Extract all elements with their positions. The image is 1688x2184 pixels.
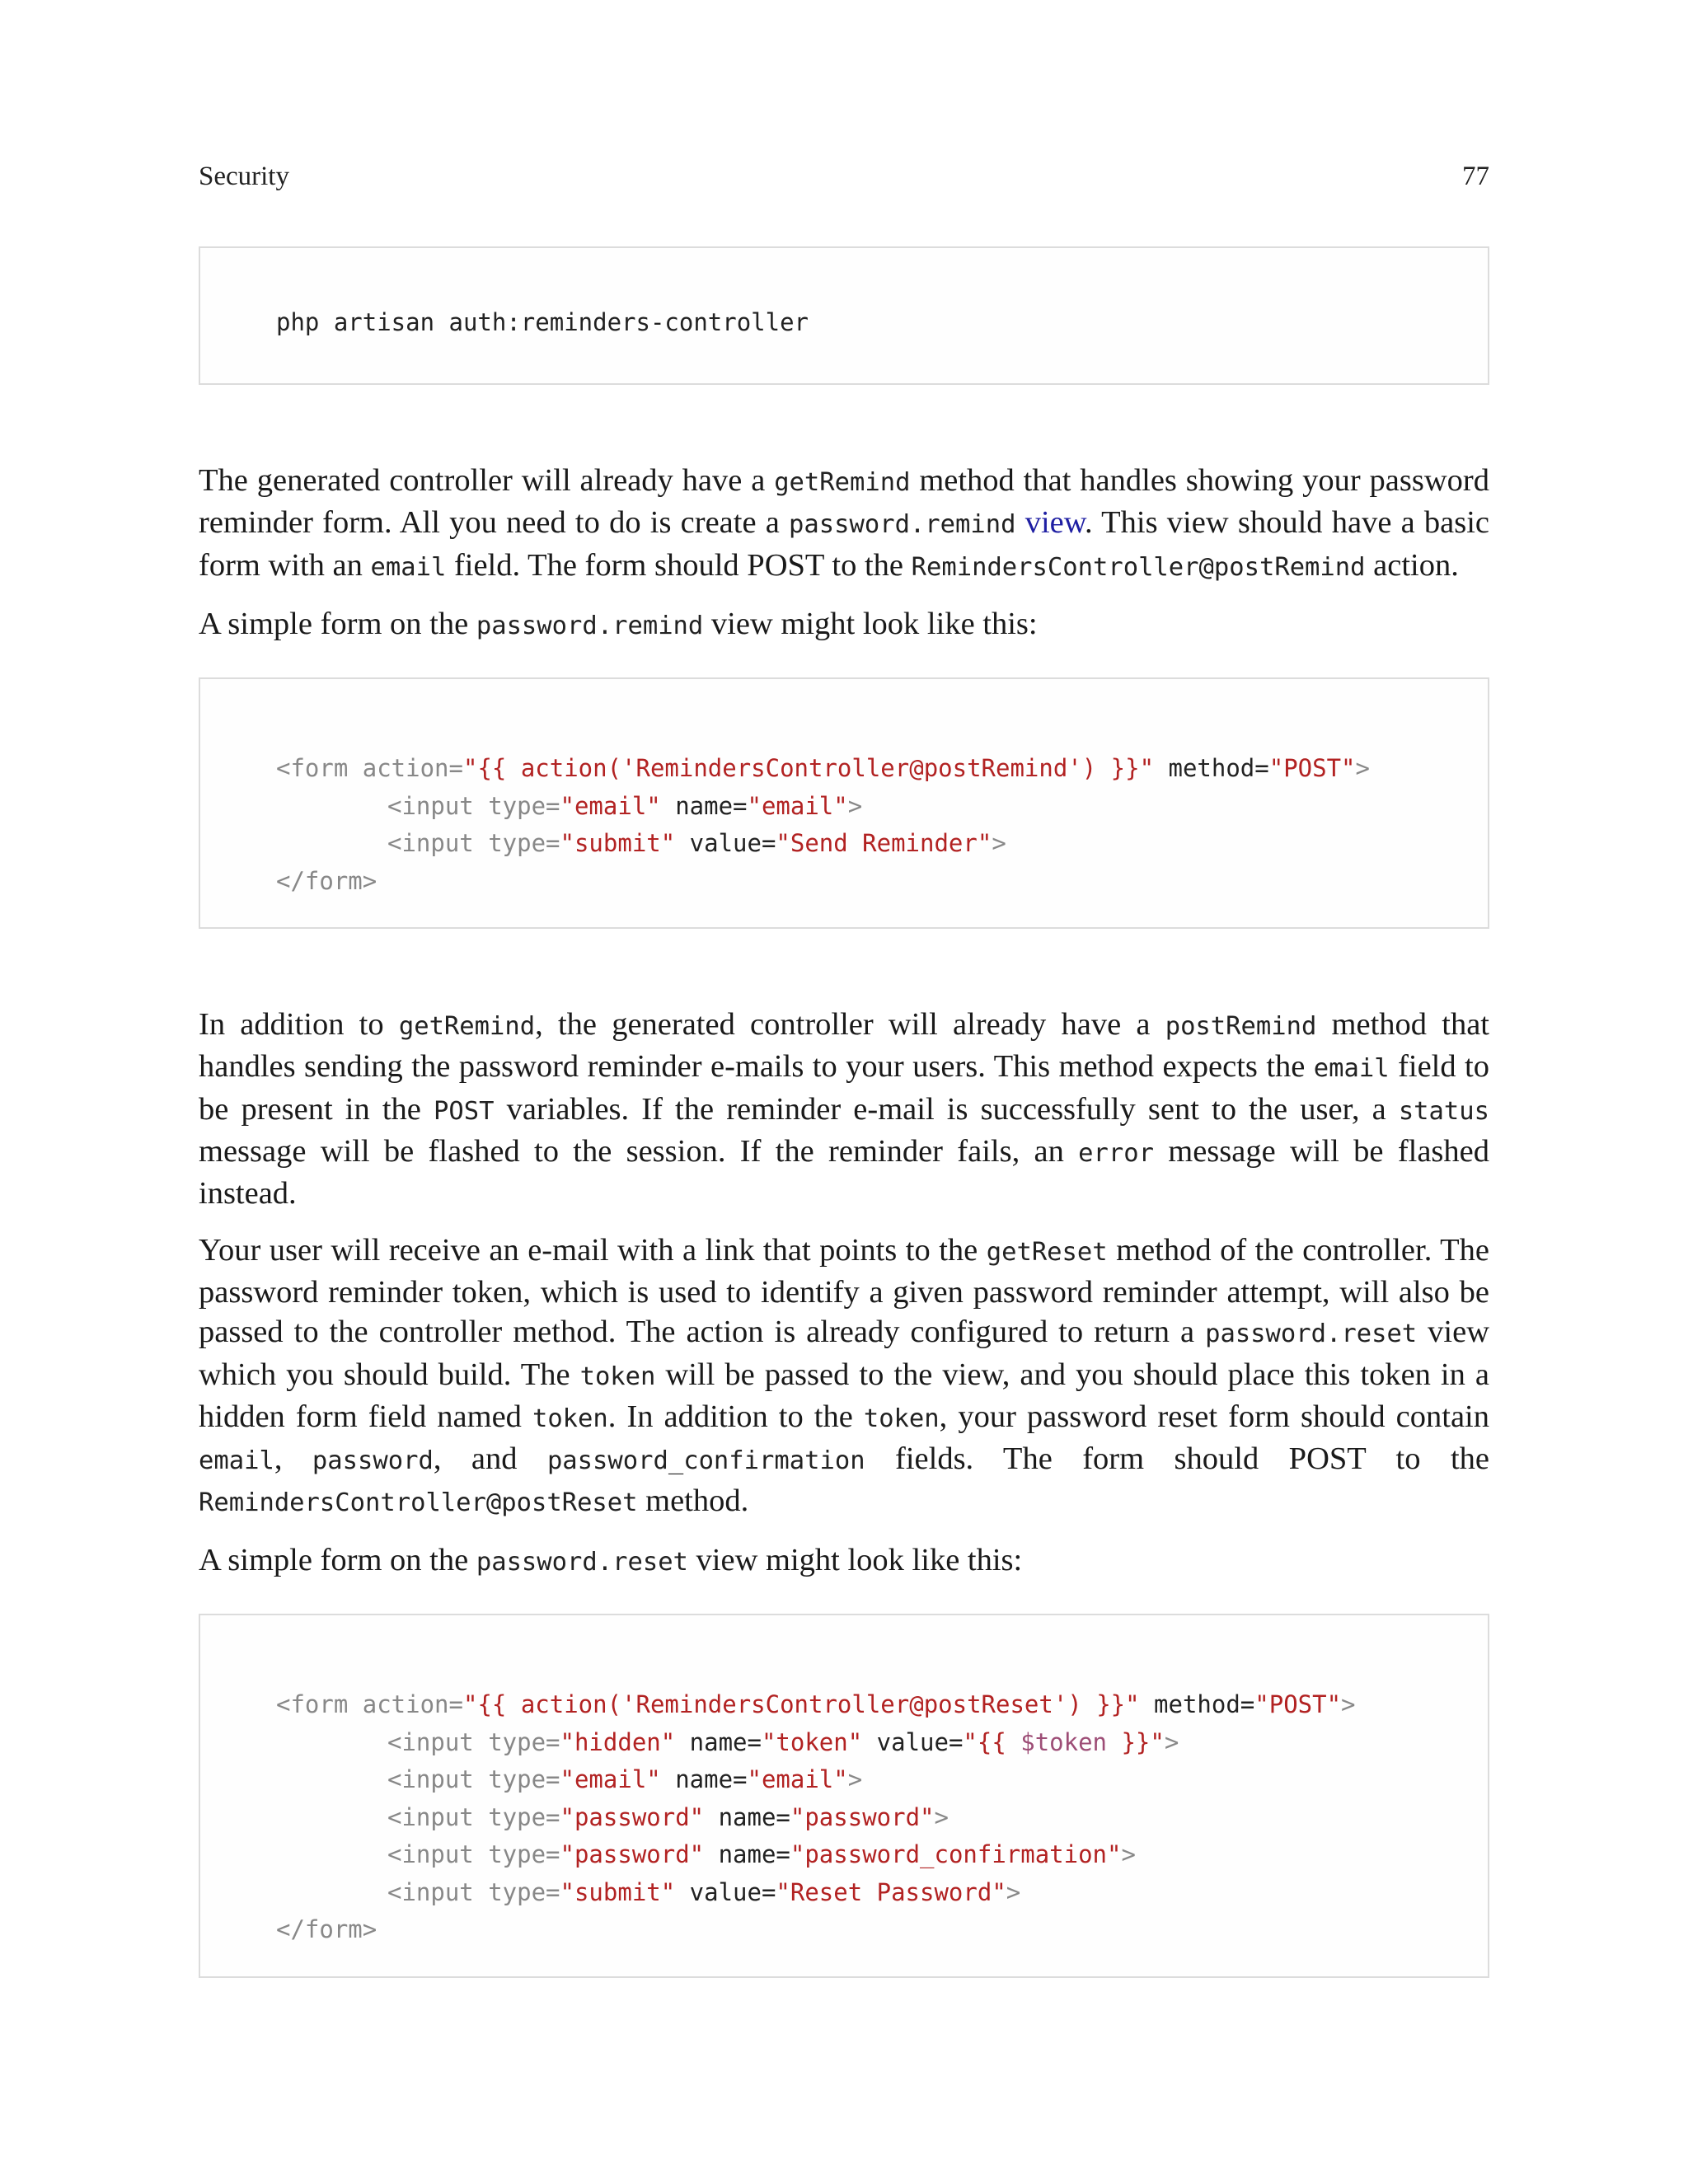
inline-code: password.reset	[476, 1547, 688, 1577]
text: view might look like this:	[687, 1542, 1023, 1577]
inline-code: postRemind	[1165, 1012, 1317, 1042]
text: A simple form on the	[199, 1542, 476, 1577]
code-block-reset-form	[199, 1614, 1489, 1978]
text: view might look like this:	[703, 606, 1038, 641]
code-token: <input type=	[387, 1840, 560, 1869]
code-string: "{{ action('RemindersController@postReset') }}"	[462, 1690, 1140, 1719]
code-token: name=	[675, 1727, 762, 1756]
code-string: }}"	[1107, 1727, 1165, 1756]
code-token: </form>	[276, 1915, 377, 1944]
code-line	[276, 1761, 1488, 1799]
text	[1015, 505, 1025, 540]
text: , your password reset form should contain	[939, 1399, 1490, 1434]
code-token: <input type=	[387, 1802, 560, 1831]
text: ,	[274, 1441, 312, 1477]
code-line	[276, 788, 1488, 826]
code-string: "hidden"	[560, 1727, 676, 1756]
code-line	[276, 750, 1488, 788]
text: . In addition to the	[607, 1399, 864, 1434]
code-token: >	[847, 1765, 863, 1794]
code-line	[276, 1836, 1488, 1874]
inline-code: email	[370, 552, 447, 582]
code-token: >	[1006, 1877, 1021, 1906]
page-number: 77	[1462, 162, 1489, 191]
inline-code: password.remind	[476, 611, 704, 640]
code-string: "Reset Password"	[776, 1877, 1006, 1906]
text: , the generated controller will already have a	[535, 1007, 1165, 1043]
text: action.	[1365, 547, 1459, 583]
code-token: >	[992, 829, 1006, 858]
inline-code: error	[1078, 1139, 1154, 1169]
code-line	[276, 1874, 1488, 1912]
code-line	[276, 1799, 1488, 1837]
inline-code: RemindersController@postReset	[199, 1488, 638, 1518]
section-title: Security	[199, 162, 289, 191]
inline-code: token	[532, 1404, 608, 1433]
code-token: <input type=	[387, 1765, 560, 1794]
code-token: value=	[862, 1727, 964, 1756]
code-string: "email"	[560, 1765, 661, 1794]
text: fields. The form should POST to the	[865, 1441, 1489, 1477]
code-token: >	[847, 791, 863, 820]
inline-code: email	[1313, 1054, 1390, 1084]
code-string: "password"	[790, 1802, 935, 1831]
inline-code: password.remind	[789, 510, 1016, 540]
inline-code: getRemind	[774, 468, 911, 497]
code-string: "email"	[747, 791, 848, 820]
inline-code: password_confirmation	[546, 1446, 865, 1476]
text: method.	[637, 1483, 749, 1519]
code-token: name=	[704, 1840, 790, 1869]
code-token: name=	[704, 1802, 790, 1831]
inline-code: getRemind	[398, 1012, 536, 1042]
code-string: "email"	[560, 791, 661, 820]
code-line	[276, 1724, 1488, 1762]
code-line	[276, 1686, 1488, 1724]
code-token: name=	[660, 791, 748, 820]
code-line	[276, 304, 1488, 342]
inline-code: RemindersController@postRemind	[911, 552, 1366, 582]
inline-code: token	[579, 1361, 656, 1391]
inline-code: POST	[434, 1096, 495, 1126]
code-block-remind-form	[199, 677, 1489, 929]
text: will be passed to the view, and you should place this token in a hidden form field named	[199, 1357, 1489, 1434]
code-string: "submit"	[560, 1877, 676, 1906]
code-string: "{{	[963, 1727, 1021, 1756]
text: field to be present in the	[199, 1049, 1490, 1127]
code-token: >	[1164, 1727, 1179, 1756]
code-token: name=	[660, 1765, 748, 1794]
code-token: <form action=	[276, 754, 463, 783]
running-header	[199, 162, 1489, 192]
code-string: "password_confirmation"	[790, 1840, 1122, 1869]
code-token: >	[1121, 1840, 1136, 1869]
code-string: "{{ action('RemindersController@postRemind') }}"	[462, 754, 1155, 783]
view-link[interactable]: view	[1025, 505, 1085, 541]
page-content	[199, 246, 1489, 1978]
text: Your user will receive an e-mail with a link that points to the	[199, 1232, 987, 1268]
code-token: >	[934, 1802, 949, 1831]
inline-code: password.reset	[1205, 1319, 1418, 1349]
text: In addition to	[199, 1007, 399, 1043]
code-token: <input type=	[387, 1727, 560, 1756]
code-block-artisan-command	[199, 246, 1489, 385]
text: message will be flashed to the session. If the reminder fails, an	[199, 1134, 1079, 1169]
paragraph-reset-form-lead	[199, 1540, 1489, 1582]
text: method that handles sending the password reminder e-mails to your users. This method expects the	[199, 1007, 1489, 1085]
paragraph-get-reset	[199, 1230, 1489, 1524]
code-token: >	[1341, 1690, 1356, 1719]
text: method of the controller. The password reminder token, which is used to identify a given password reminder attempt, will also be passed to the controller method. The action is already configured to return a	[199, 1232, 1489, 1350]
code-string: "POST"	[1268, 754, 1356, 783]
text: view which you should build. The	[199, 1315, 1489, 1392]
text: method that handles showing your password reminder form. All you need to do is create a	[199, 463, 1489, 541]
inline-code: password	[312, 1446, 434, 1476]
code-token: <form action=	[276, 1690, 463, 1719]
code-token: </form>	[276, 866, 377, 895]
code-token: method=	[1139, 1690, 1255, 1719]
text: The generated controller will already have a	[199, 463, 775, 498]
code-text: php artisan auth:reminders-controller	[276, 308, 809, 336]
inline-code: email	[199, 1446, 274, 1476]
code-string: "submit"	[560, 829, 676, 858]
code-variable: $token	[1020, 1727, 1108, 1756]
paragraph-remind-form-lead	[199, 604, 1489, 646]
code-line	[276, 1911, 1488, 1949]
code-string: "password"	[560, 1840, 705, 1869]
code-token: <input type=	[387, 1877, 560, 1906]
text: variables. If the reminder e-mail is successfully sent to the user, a	[494, 1091, 1399, 1127]
code-token: value=	[675, 1877, 776, 1906]
text: message will be flashed instead.	[199, 1134, 1489, 1212]
inline-code: token	[863, 1404, 940, 1433]
code-string: "token"	[761, 1727, 863, 1756]
code-line	[276, 825, 1488, 863]
text: , and	[433, 1441, 547, 1477]
paragraph-post-remind	[199, 1005, 1489, 1213]
text: . This view should have a basic form with an	[199, 505, 1490, 583]
code-token: >	[1355, 754, 1370, 783]
code-line	[276, 863, 1488, 901]
inline-code: status	[1398, 1096, 1489, 1126]
code-string: "email"	[747, 1765, 848, 1794]
code-token: method=	[1154, 754, 1269, 783]
paragraph-intro	[199, 461, 1489, 588]
code-string: "password"	[560, 1802, 705, 1831]
code-string: "POST"	[1254, 1690, 1342, 1719]
code-token: <input type=	[387, 791, 560, 820]
code-token: value=	[675, 829, 776, 858]
text: field. The form should POST to the	[446, 547, 912, 583]
inline-code: getReset	[986, 1237, 1108, 1267]
text: A simple form on the	[199, 606, 476, 641]
code-token: <input type=	[387, 829, 560, 858]
code-string: "Send Reminder"	[776, 829, 992, 858]
